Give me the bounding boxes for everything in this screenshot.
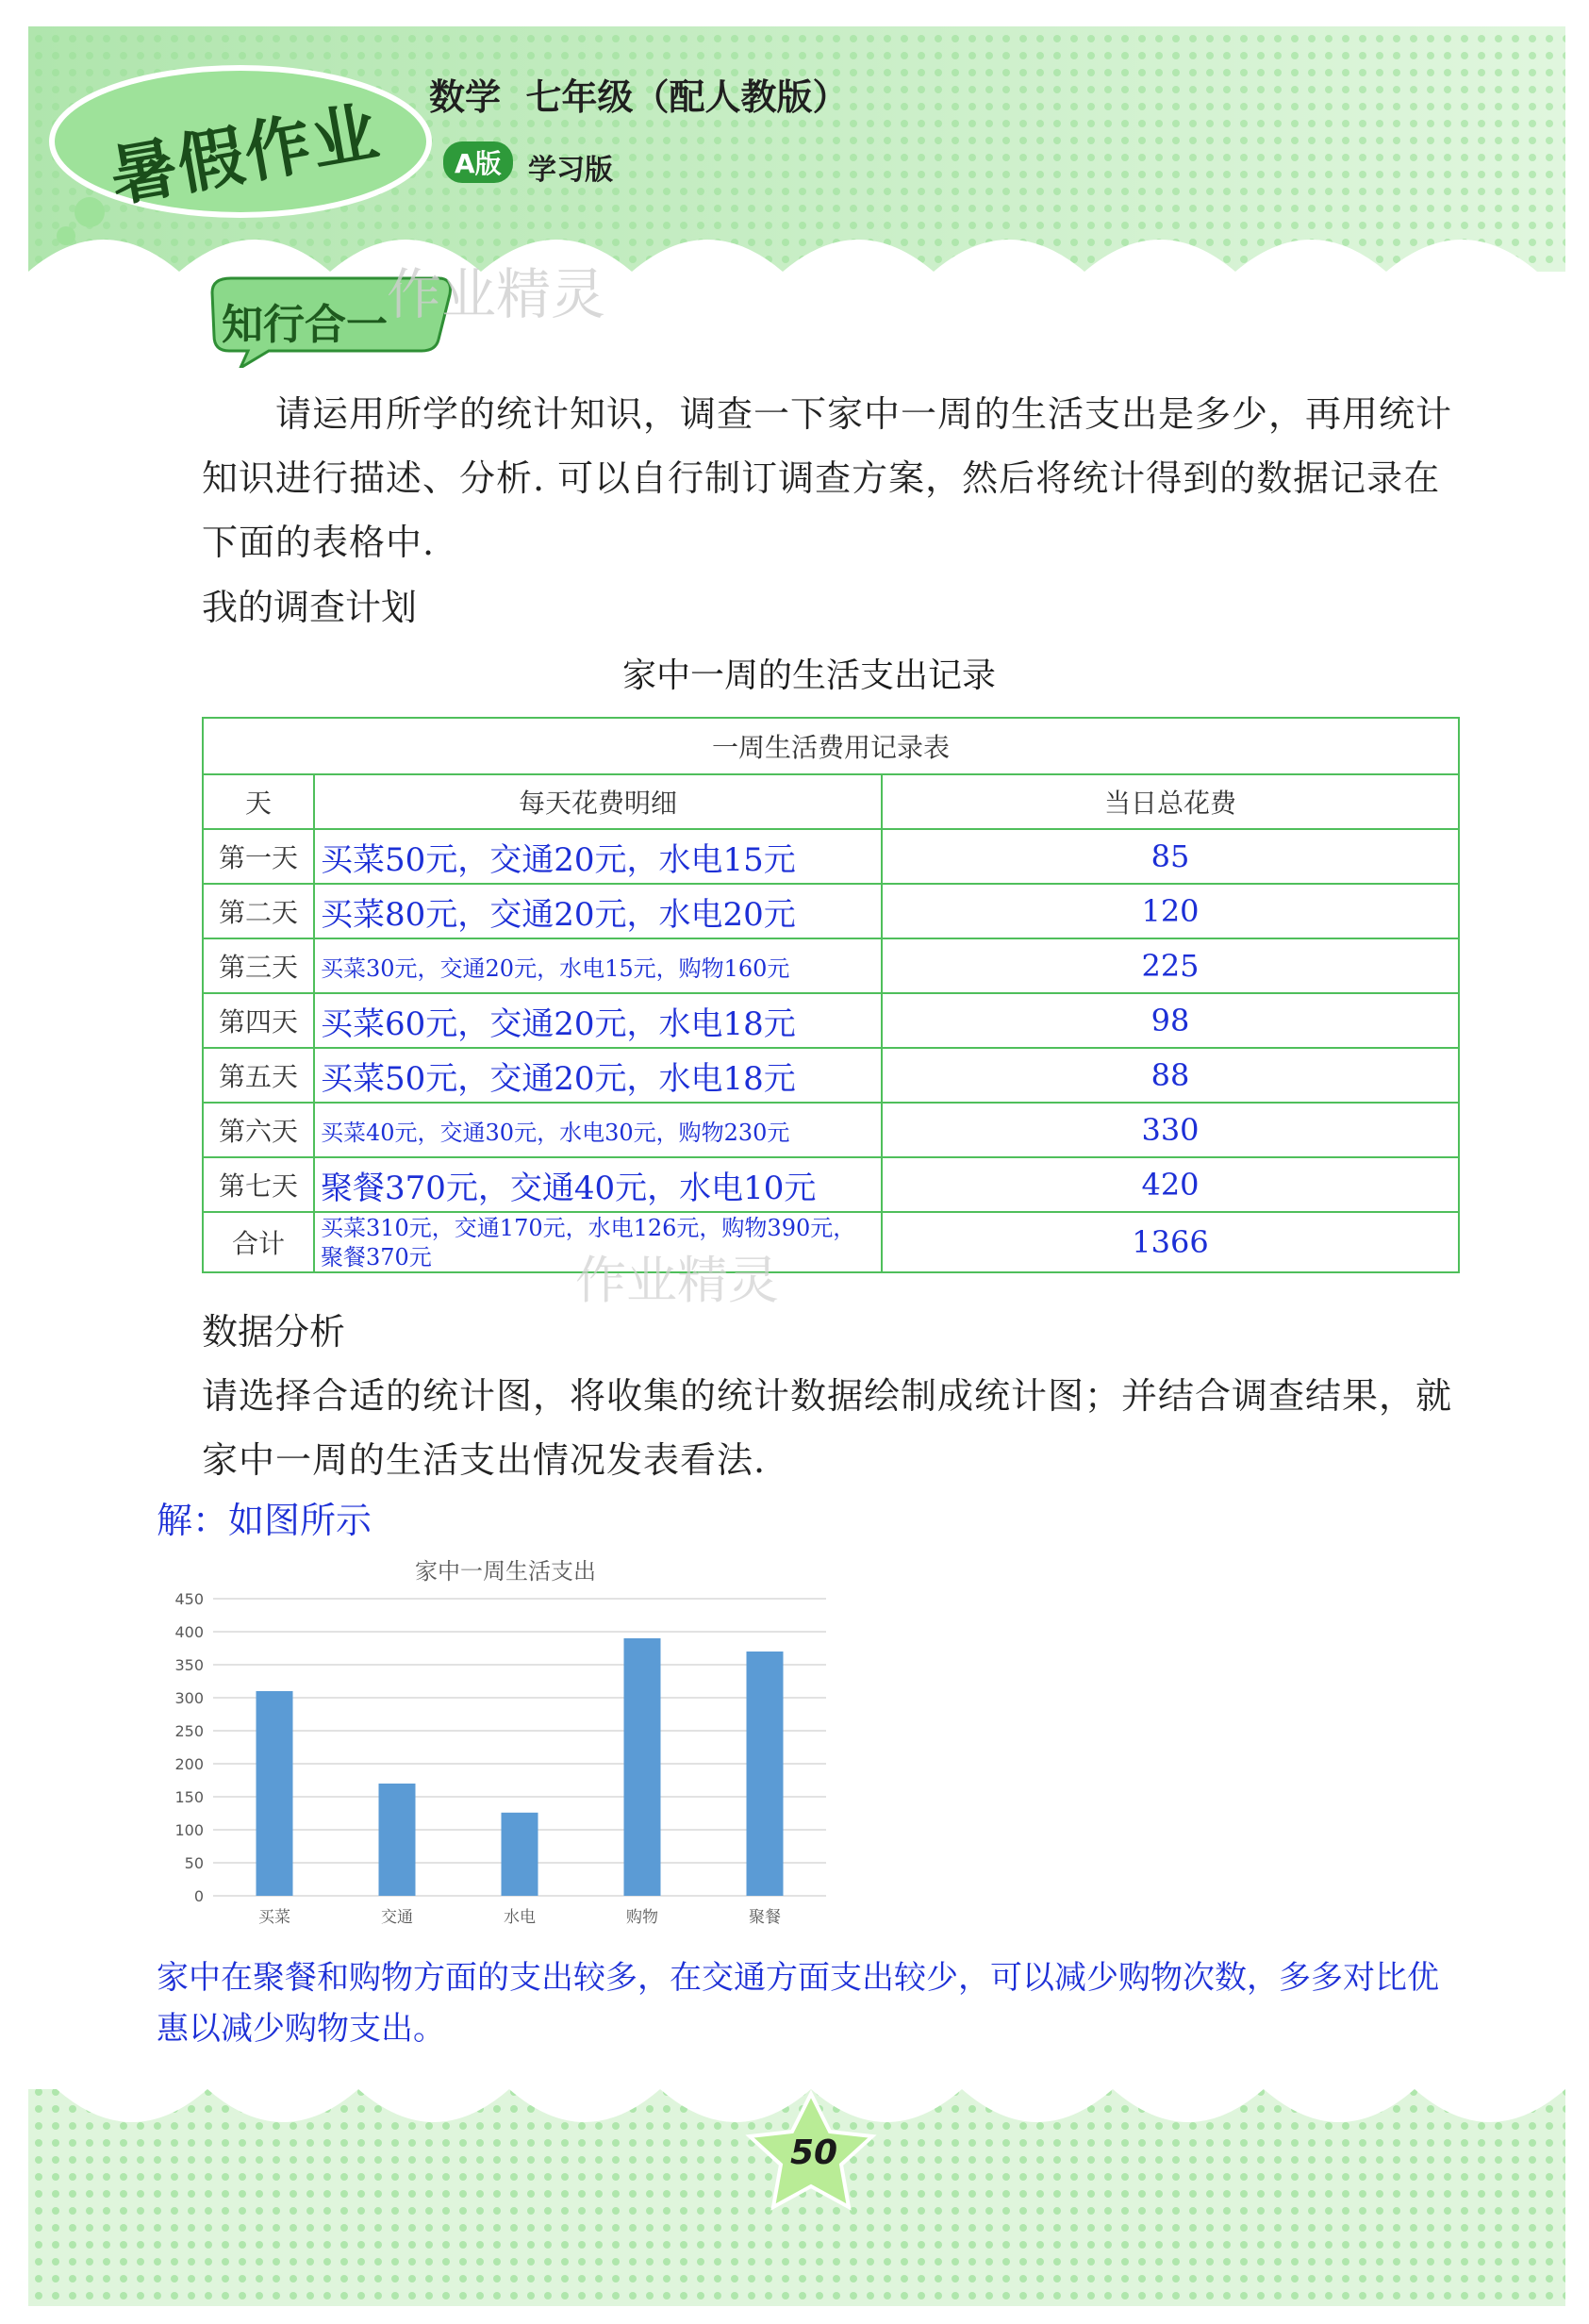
table-row bbox=[203, 993, 1459, 1048]
row-day: 第三天 bbox=[203, 938, 314, 993]
row-day: 第六天 bbox=[203, 1103, 314, 1157]
table-row bbox=[203, 1157, 1459, 1212]
row-total bbox=[882, 938, 1459, 993]
page-number: 50 bbox=[790, 2133, 838, 2172]
chart-container bbox=[157, 1547, 836, 1952]
bar-买菜 bbox=[257, 1691, 293, 1896]
plan-heading: 我的调查计划 bbox=[202, 587, 418, 628]
row-day: 合计 bbox=[203, 1212, 314, 1272]
edition-label: 学习版 bbox=[528, 154, 613, 187]
row-detail bbox=[314, 993, 882, 1048]
row-detail bbox=[314, 829, 882, 884]
y-tick-label: 0 bbox=[193, 1887, 204, 1905]
chart-y-tick-labels bbox=[174, 1590, 204, 1905]
row-total bbox=[882, 1103, 1459, 1157]
row-detail-text: 买菜50元，交通20元，水电18元 bbox=[321, 1059, 796, 1098]
bar-聚餐 bbox=[747, 1652, 784, 1896]
row-detail bbox=[314, 884, 882, 938]
chart-bars bbox=[257, 1638, 784, 1896]
row-total-value: 420 bbox=[1141, 1167, 1200, 1203]
chart-title: 家中一周生活支出 bbox=[415, 1558, 596, 1585]
bar-chart bbox=[157, 1547, 836, 1952]
row-detail-text: 聚餐370元，交通40元，水电10元 bbox=[321, 1169, 817, 1207]
bar-交通 bbox=[379, 1784, 416, 1896]
row-detail bbox=[314, 938, 882, 993]
expense-table bbox=[202, 717, 1460, 1273]
table-row bbox=[203, 1048, 1459, 1103]
header-total: 当日总花费 bbox=[882, 774, 1459, 829]
row-detail bbox=[314, 1048, 882, 1103]
row-total-value: 330 bbox=[1141, 1112, 1200, 1148]
table-body bbox=[203, 829, 1459, 1272]
analysis-heading: 数据分析 bbox=[202, 1311, 346, 1353]
section-badge-text: 知行合一 bbox=[222, 301, 388, 349]
y-tick-label: 150 bbox=[174, 1788, 204, 1806]
row-total bbox=[882, 884, 1459, 938]
row-day: 第一天 bbox=[203, 829, 314, 884]
row-detail bbox=[314, 1103, 882, 1157]
row-total-value: 120 bbox=[1141, 893, 1200, 929]
bar-购物 bbox=[624, 1638, 661, 1896]
table-title: 一周生活费用记录表 bbox=[203, 718, 1459, 774]
x-tick-label: 聚餐 bbox=[749, 1908, 781, 1927]
chart-x-tick-labels bbox=[258, 1907, 781, 1927]
row-total bbox=[882, 993, 1459, 1048]
row-detail-text: 买菜40元，交通30元，水电30元，购物230元 bbox=[321, 1119, 790, 1146]
table-row bbox=[203, 884, 1459, 938]
footer-decoration bbox=[0, 2070, 1589, 2324]
table-row bbox=[203, 938, 1459, 993]
table-header-row bbox=[203, 774, 1459, 829]
analysis-paragraph: 请选择合适的统计图，将收集的统计数据绘制成统计图；并结合调查结果，就家中一周的生活支出情况发表看法. bbox=[202, 1375, 1453, 1481]
row-total-value: 88 bbox=[1150, 1057, 1190, 1093]
y-tick-label: 400 bbox=[174, 1623, 204, 1641]
row-detail-text: 买菜80元，交通20元，水电20元 bbox=[321, 895, 796, 934]
subject-title: 数学 七年级（配人教版） bbox=[429, 76, 849, 118]
y-tick-label: 350 bbox=[174, 1656, 204, 1674]
table-row bbox=[203, 829, 1459, 884]
row-day: 第四天 bbox=[203, 993, 314, 1048]
y-tick-label: 450 bbox=[174, 1590, 204, 1608]
row-total bbox=[882, 1048, 1459, 1103]
brand-logo: 暑假作业 bbox=[105, 92, 386, 217]
row-detail bbox=[314, 1157, 882, 1212]
row-total-value: 85 bbox=[1150, 838, 1190, 874]
table-row bbox=[203, 1103, 1459, 1157]
row-day: 第五天 bbox=[203, 1048, 314, 1103]
bar-水电 bbox=[502, 1813, 538, 1896]
table-title-row bbox=[203, 718, 1459, 774]
table-caption: 家中一周的生活支出记录 bbox=[622, 656, 997, 695]
y-tick-label: 250 bbox=[174, 1722, 204, 1740]
header-detail: 每天花费明细 bbox=[314, 774, 882, 829]
x-tick-label: 买菜 bbox=[258, 1908, 290, 1927]
y-tick-label: 200 bbox=[174, 1755, 204, 1773]
row-total bbox=[882, 829, 1459, 884]
row-day: 第七天 bbox=[203, 1157, 314, 1212]
x-tick-label: 购物 bbox=[626, 1908, 658, 1927]
watermark-table: 作业精灵 bbox=[575, 1251, 779, 1310]
row-total-value: 1366 bbox=[1132, 1224, 1209, 1260]
watermark-top: 作业精灵 bbox=[387, 262, 606, 326]
y-tick-label: 50 bbox=[184, 1854, 204, 1872]
x-tick-label: 交通 bbox=[381, 1908, 413, 1927]
row-detail-text: 买菜310元，交通170元，水电126元，购物390元，聚餐370元 bbox=[321, 1215, 856, 1270]
y-tick-label: 300 bbox=[174, 1689, 204, 1707]
row-total-value: 98 bbox=[1150, 1003, 1190, 1038]
edition-badge: A版 bbox=[443, 141, 513, 183]
y-tick-label: 100 bbox=[174, 1821, 204, 1839]
intro-paragraph: 请运用所学的统计知识，调查一下家中一周的生活支出是多少，再用统计知识进行描述、分析. 可以自行制订调查方案，然后将统计得到的数据记录在下面的表格中. bbox=[202, 393, 1453, 563]
x-tick-label: 水电 bbox=[504, 1908, 536, 1927]
row-detail-text: 买菜50元，交通20元，水电15元 bbox=[321, 840, 796, 879]
row-day: 第二天 bbox=[203, 884, 314, 938]
row-total bbox=[882, 1157, 1459, 1212]
row-total-value: 225 bbox=[1141, 948, 1200, 984]
answer-label: 解：如图所示 bbox=[157, 1500, 372, 1541]
row-total bbox=[882, 1212, 1459, 1272]
header-day: 天 bbox=[203, 774, 314, 829]
row-detail-text: 买菜30元，交通20元，水电15元，购物160元 bbox=[321, 954, 790, 982]
table-row bbox=[203, 1212, 1459, 1272]
row-detail-text: 买菜60元，交通20元，水电18元 bbox=[321, 1004, 796, 1043]
conclusion-text: 家中在聚餐和购物方面的支出较多，在交通方面支出较少，可以减少购物次数，多多对比优惠以减少购物支出。 bbox=[157, 1959, 1439, 2048]
footer-band bbox=[0, 2070, 1589, 2324]
